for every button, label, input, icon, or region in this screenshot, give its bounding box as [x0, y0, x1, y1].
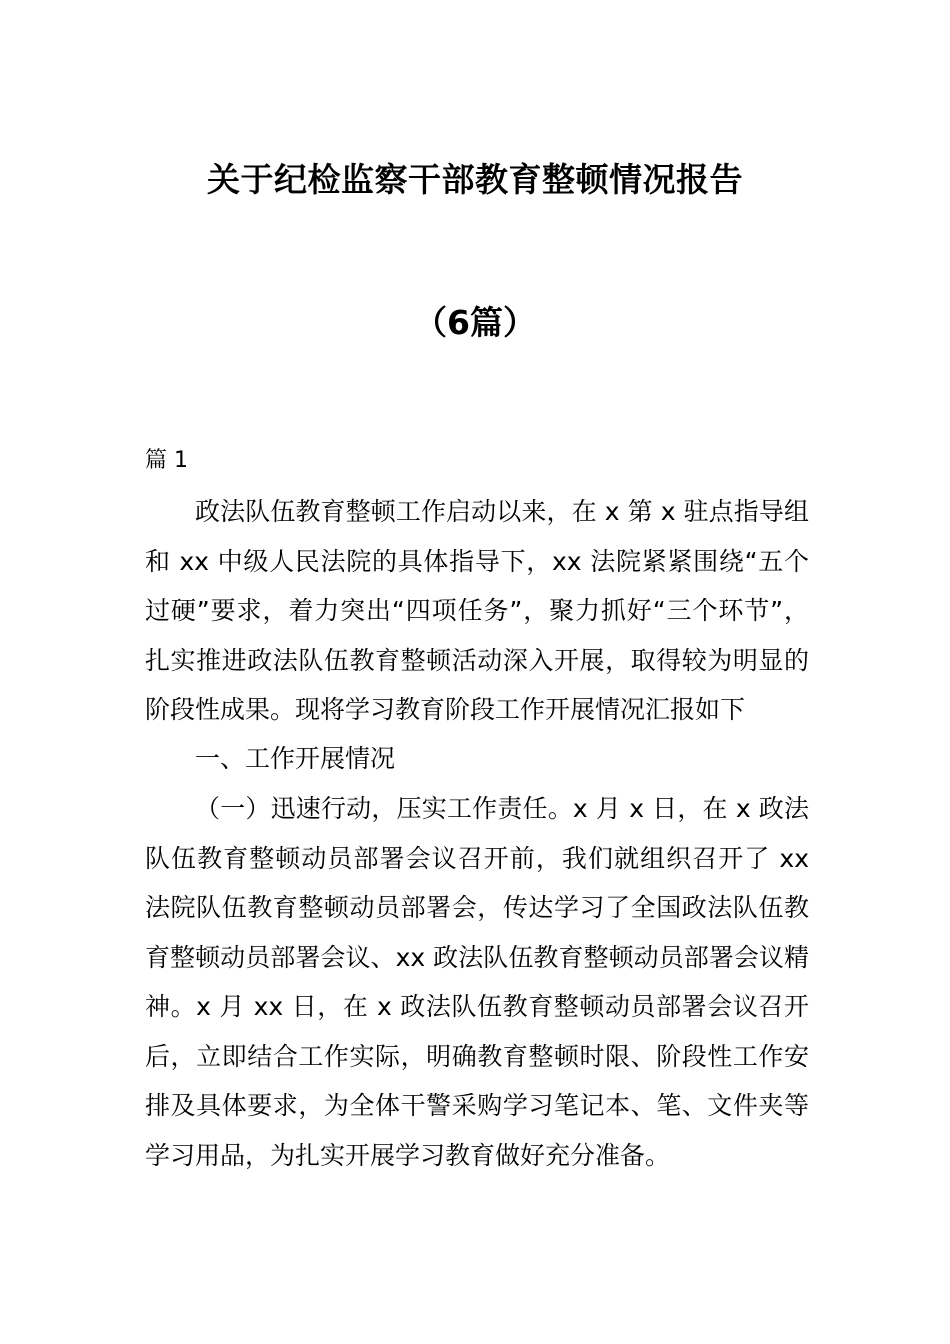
- paragraph-intro: 政法队伍教育整顿工作启动以来，在 x 第 x 驻点指导组和 xx 中级人民法院的具体指导下，xx 法院紧紧围绕“五个过硬”要求，着力突出“四项任务”，聚力抓好“三个环节”，扎实推进政法队伍教育整顿活动深入开展，取得较为明显的阶段性成果。现将学习教育阶段工作开展情况汇报如下: [145, 497, 809, 724]
- paragraph-section-one: （一）迅速行动，压实工作责任。x 月 x 日，在 x 政法队伍教育整顿动员部署会议召开前，我们就组织召开了 xx 法院队伍教育整顿动员部署会，传达学习了全国政法队伍教育整顿动员部署会议、xx 政法队伍教育整顿动员部署会议精神。x 月 xx 日，在 x 政法队伍教育整顿动员部署会议召开后，立即结合工作实际，明确教育整顿时限、阶段性工作安排及具体要求，为全体干警采购学习笔记本、笔、文件夹等学习用品，为扎实开展学习教育做好充分准备。: [145, 794, 809, 1170]
- document-title: 关于纪检监察干部教育整顿情况报告: [207, 160, 743, 199]
- document-subtitle: （6篇）: [414, 303, 536, 342]
- heading-work-status: 一、工作开展情况: [195, 744, 396, 773]
- section-label: 篇 1: [145, 448, 188, 473]
